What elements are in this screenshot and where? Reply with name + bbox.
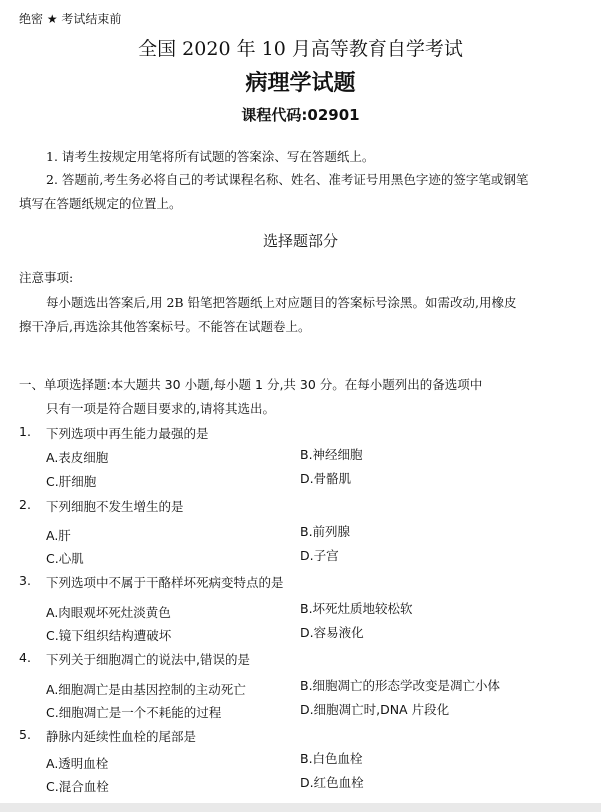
subject-title: 病理学试题 <box>245 71 356 96</box>
option-b: B.细胞凋亡的形态学改变是凋亡小体 <box>300 678 501 693</box>
option-d: D.骨骼肌 <box>300 471 352 486</box>
option-c: C.混合血栓 <box>46 779 109 794</box>
option-a: A.表皮细胞 <box>46 450 109 465</box>
instruction-2-line2: 填写在答题纸规定的位置上。 <box>19 196 182 211</box>
option-d: D.红色血栓 <box>300 775 364 790</box>
option-c: C.镜下组织结构遭破坏 <box>46 628 172 643</box>
question-number: 3. <box>19 573 31 588</box>
option-d: D.容易液化 <box>300 625 364 640</box>
notice-heading: 注意事项: <box>19 270 74 285</box>
course-code: 课程代码:02901 <box>241 106 360 124</box>
option-a: A.细胞凋亡是由基因控制的主动死亡 <box>46 682 246 697</box>
part1-instruction-line1: 一、单项选择题:本大题共 30 小题,每小题 1 分,共 30 分。在每小题列出的备选项中 <box>19 377 483 392</box>
option-d: D.子宫 <box>300 548 339 563</box>
confidential-label: 绝密 ★ 考试结束前 <box>19 12 122 26</box>
question-number: 4. <box>19 650 31 665</box>
question-number: 5. <box>19 727 31 742</box>
question-number: 1. <box>19 424 31 439</box>
exam-title: 全国 2020 年 10 月高等教育自学考试 <box>138 38 463 60</box>
question-stem: 下列细胞不发生增生的是 <box>46 499 184 514</box>
option-c: C.细胞凋亡是一个不耗能的过程 <box>46 705 222 720</box>
notice-line1: 每小题选出答案后,用 2B 铅笔把答题纸上对应题目的答案标号涂黑。如需改动,用橡皮 <box>46 295 517 310</box>
page-bottom-edge <box>0 803 601 812</box>
notice-line2: 擦干净后,再选涂其他答案标号。不能答在试题卷上。 <box>19 319 311 334</box>
question-stem: 下列关于细胞凋亡的说法中,错误的是 <box>46 652 250 667</box>
question-stem: 下列选项中再生能力最强的是 <box>46 426 209 441</box>
question-stem: 静脉内延续性血栓的尾部是 <box>46 729 197 744</box>
instruction-2-line1: 2. 答题前,考生务必将自己的考试课程名称、姓名、准考证号用黑色字迹的签字笔或钢笔 <box>46 172 529 187</box>
instruction-1: 1. 请考生按规定用笔将所有试题的答案涂、写在答题纸上。 <box>46 149 375 164</box>
part1-instruction-line2: 只有一项是符合题目要求的,请将其选出。 <box>46 401 275 416</box>
option-a: A.肝 <box>46 528 71 543</box>
option-a: A.透明血栓 <box>46 756 109 771</box>
option-b: B.白色血栓 <box>300 751 363 766</box>
option-b: B.坏死灶质地较松软 <box>300 601 413 616</box>
question-stem: 下列选项中不属于干酪样坏死病变特点的是 <box>46 575 284 590</box>
option-b: B.前列腺 <box>300 524 351 539</box>
option-b: B.神经细胞 <box>300 447 363 462</box>
section-title: 选择题部分 <box>262 232 338 250</box>
option-d: D.细胞凋亡时,DNA 片段化 <box>300 702 450 717</box>
option-c: C.心肌 <box>46 551 84 566</box>
option-c: C.肝细胞 <box>46 474 97 489</box>
option-a: A.肉眼观坏死灶淡黄色 <box>46 605 171 620</box>
question-number: 2. <box>19 497 31 512</box>
